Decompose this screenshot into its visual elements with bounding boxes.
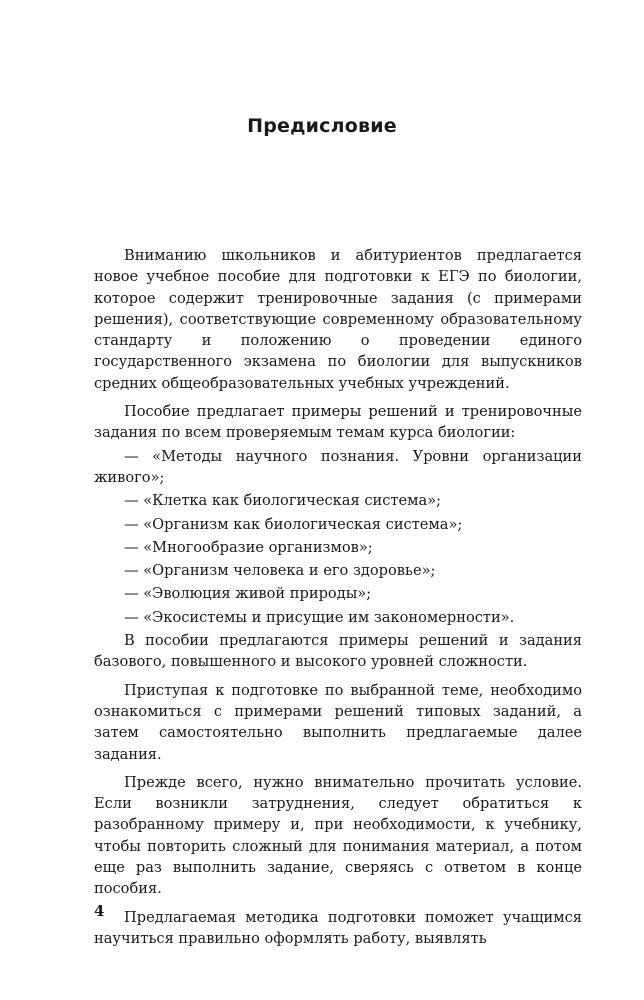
list-item-topic: — «Многообразие организмов»; — [124, 538, 373, 556]
paragraph-instructions: Прежде всего, нужно внимательно прочитать условие. Если возникли затруднения, следует обратиться к разобранному примеру и, при необходимости, к учебнику, чтобы повторить сложный для понимания материал, а потом еще раз выполнить задание, сверяясь с ответом в конце пособия. — [94, 773, 582, 898]
body-text — [94, 245, 582, 951]
page-title: Предисловие — [247, 115, 397, 137]
list-item-topic: — «Методы научного познания. Уровни организации живого»; — [94, 447, 582, 486]
list-item-topic: — «Организм как биологическая система»; — [124, 515, 463, 533]
page-number: 4 — [94, 902, 105, 920]
paragraph-method: Предлагаемая методика подготовки поможет учащимся научиться правильно оформлять работу, выявлять — [94, 908, 582, 947]
list-item-topic: — «Организм человека и его здоровье»; — [124, 562, 436, 580]
list-item-topic: — «Клетка как биологическая система»; — [124, 492, 442, 510]
list-item-topic: — «Экосистемы и присущие им закономерности». — [124, 608, 515, 626]
paragraph-intro: Вниманию школьников и абитуриентов предлагается новое учебное пособие для подготовки к ЕГЭ по биологии, которое содержит тренировочные задания (с примерами решения), соответствующие современному образовательному стандарту и положению о проведении единого государственного экзамена по биологии для выпускников средних общеобразовательных учебных учреждений. — [94, 247, 582, 392]
list-item-topic: — «Эволюция живой природы»; — [124, 585, 372, 603]
paragraph-preparation: Приступая к подготовке по выбранной теме, необходимо ознакомиться с примерами решений типовых заданий, а затем самостоятельно выполнить предлагаемые далее задания. — [94, 681, 582, 763]
paragraph-topics-intro: Пособие предлагает примеры решений и тренировочные задания по всем проверяемым темам курса биологии: — [94, 403, 582, 442]
paragraph-levels: В пособии предлагаются примеры решений и задания базового, повышенного и высокого уровней сложности. — [94, 632, 582, 671]
